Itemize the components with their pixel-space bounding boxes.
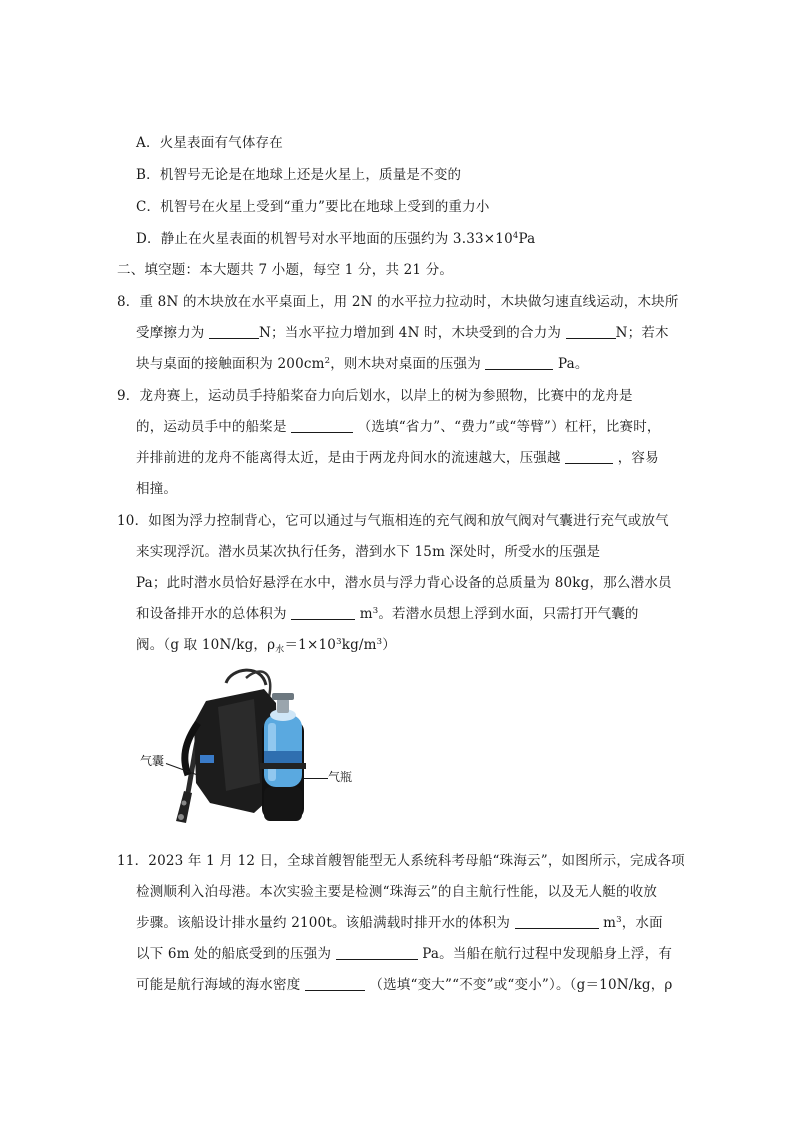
q11-blank-density[interactable] [305, 976, 365, 991]
q9-blank-lever[interactable] [291, 418, 353, 433]
q10-blank-volume[interactable] [291, 605, 355, 620]
q11-line-4: 以下 6m 处的船底受到的压强为 Pa。当船在航行过程中发现船身上浮，有 [136, 946, 673, 962]
option-a: A．火星表面有气体存在 [136, 135, 283, 151]
bcd-vest-illustration [136, 663, 364, 833]
q10-line-5: 阀。（g 取 10N/kg，$\rho_水=1\times 10^3kg/m^3$） [136, 637, 396, 655]
option-c: C．机智号在火星上受到“重力”要比在地球上受到的重力小 [136, 199, 490, 215]
bcd-vest-figure [136, 663, 364, 833]
q11-line-3: 步骤。该船设计排水量约 2100t。该船满载时排开水的体积为 $m^3$，水面 [136, 915, 663, 931]
q11-line-5: 可能是航行海域的海水密度 （选填“变大”“不变”或“变小”）。（g＝10N/kg，ρ [136, 977, 673, 993]
q10-line-2: 来实现浮沉。潜水员某次执行任务，潜到水下 15m 深处时，所受水的压强是 [136, 544, 601, 560]
q9-line-1: 9．龙舟赛上，运动员手持船桨奋力向后划水，以岸上的树为参照物，比赛中的龙舟是 [117, 388, 633, 404]
label-air-bladder: 气囊 [140, 754, 165, 768]
q10-line-1: 10．如图为浮力控制背心，它可以通过与气瓶相连的充气阀和放气阀对气囊进行充气或放气 [117, 513, 669, 529]
q9-line-2: 的，运动员手中的船桨是 （选填“省力”、“费力”或“等臂”）杠杆，比赛时， [136, 419, 661, 435]
q8-blank-pressure[interactable] [485, 355, 553, 370]
section-title: 二、填空题：本大题共 7 小题，每空 1 分，共 21 分。 [117, 262, 454, 278]
q8-line-1: 8．重 8N 的木块放在水平桌面上，用 2N 的水平拉力拉动时，木块做匀速直线运动，木块所 [117, 294, 679, 310]
q10-line-4: 和设备排开水的总体积为 $m^3$。若潜水员想上浮到水面，只需打开气囊的 [136, 606, 639, 622]
q8-line-3: 块与桌面的接触面积为 $200cm^2$，则木块对桌面的压强为 Pa。 [136, 356, 589, 372]
q11-blank-pressure[interactable] [336, 945, 418, 960]
q8-blank-net-force[interactable] [566, 324, 616, 339]
q8-blank-friction[interactable] [209, 324, 259, 339]
q11-line-1: 11．2023 年 1 月 12 日，全球首艘智能型无人系统科考母船“珠海云”，如图所示，完成各项 [117, 853, 685, 869]
q11-line-2: 检测顺利入泊母港。本次实验主要是检测“珠海云”的自主航行性能，以及无人艇的收放 [136, 884, 658, 900]
option-d: D．静止在火星表面的机智号对水平地面的压强约为 $3.33\times 10^4Pa$ [136, 231, 536, 247]
label-air-tank: 气瓶 [328, 770, 353, 784]
q8-line-2: 受摩擦力为 N；当水平拉力增加到 4N 时，木块受到的合力为 N；若木 [136, 325, 669, 341]
q9-line-4: 相撞。 [136, 481, 178, 497]
q10-line-3: Pa；此时潜水员恰好悬浮在水中，潜水员与浮力背心设备的总质量为 80kg，那么潜水员 [136, 575, 672, 591]
q9-blank-pressure[interactable] [565, 449, 613, 464]
option-b: B．机智号无论是在地球上还是火星上，质量是不变的 [136, 167, 462, 183]
leader-air-tank [304, 778, 328, 779]
q9-line-3: 并排前进的龙舟不能离得太近，是由于两龙舟间水的流速越大，压强越 ，容易 [136, 450, 659, 466]
q11-blank-volume[interactable] [515, 914, 599, 929]
